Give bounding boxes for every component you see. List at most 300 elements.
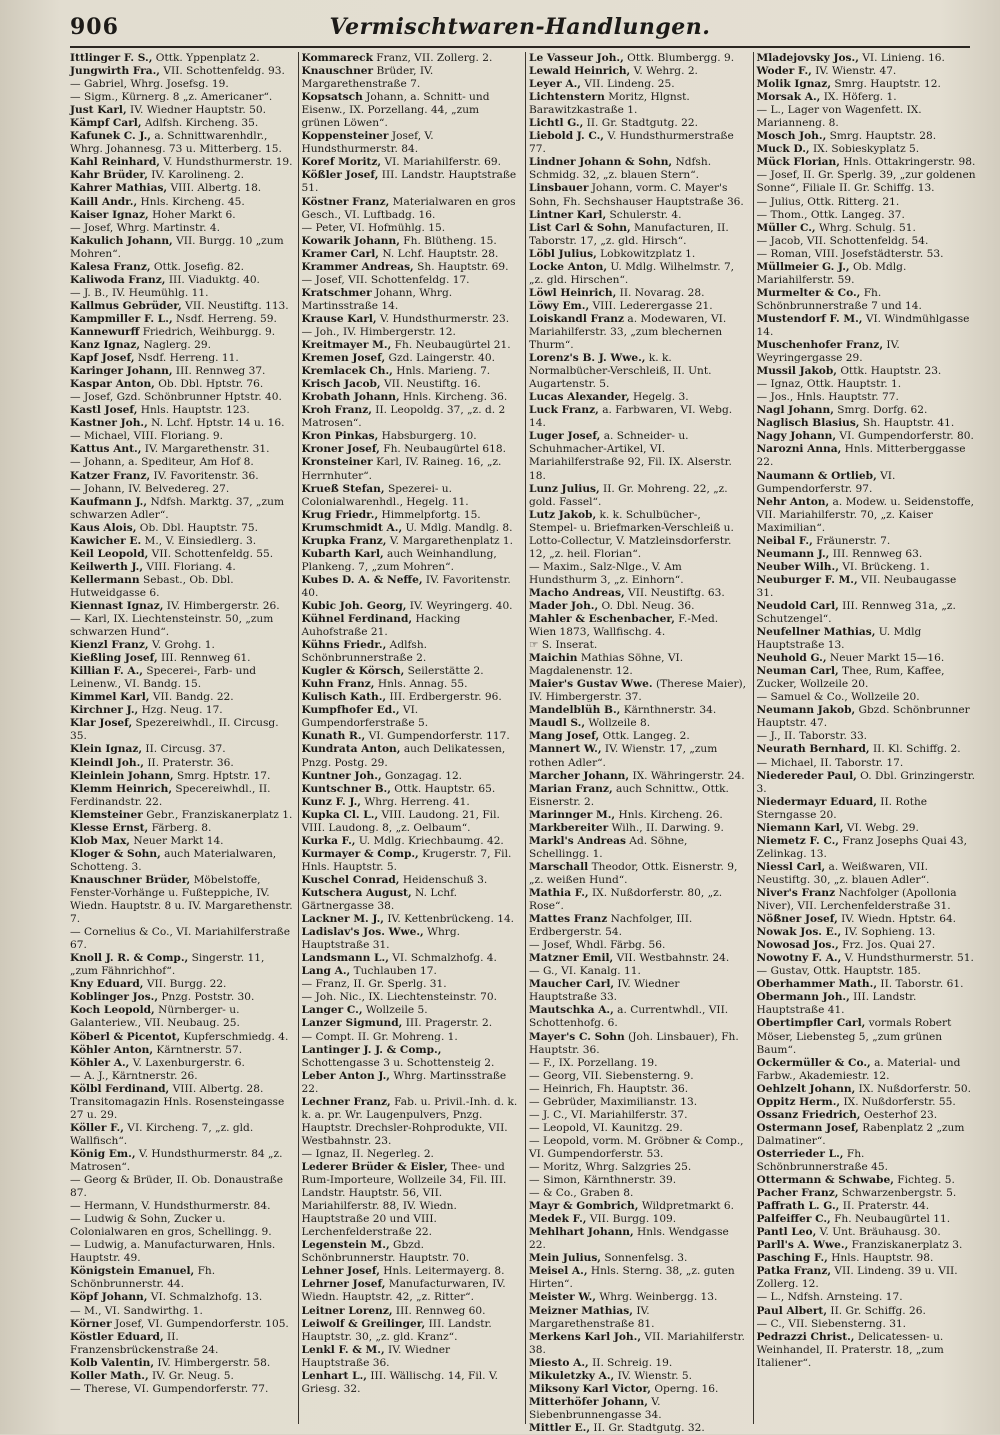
directory-entry [70, 704, 294, 717]
entry-detail: VI. Gumpendorferstr. 117. [365, 730, 510, 743]
entry-name: Kühns Friedr., [301, 639, 387, 652]
directory-entry [302, 156, 522, 169]
entry-name: Lunz Julius, [529, 482, 600, 495]
entry-name: Nowosad Jos., [756, 939, 839, 952]
entry-name: Mathia F., [529, 887, 589, 899]
directory-entry [757, 1265, 977, 1291]
entry-name: Kupka Cl. L., [301, 808, 379, 821]
directory-entry [757, 757, 977, 770]
entry-name: Nowotny F. A., [756, 952, 842, 965]
entry-detail: Gbzd. Schönbrunnerstr. Hauptstr. 70. [301, 1239, 470, 1265]
entry-detail: Mathias Söhne, VI. Magdalenenstr. 12. [529, 652, 684, 678]
entry-detail: Himmelpfortg. 15. [378, 508, 481, 521]
directory-entry [757, 926, 977, 939]
directory-column-3 [525, 52, 753, 1434]
directory-entry [302, 1148, 522, 1161]
directory-entry [529, 613, 749, 639]
entry-name: Medek F., [529, 1213, 587, 1226]
directory-entry [302, 274, 522, 287]
entry-detail: — Michael, II. Taborstr. 17. [756, 756, 904, 769]
entry-detail: — Georg & Brüder, II. Ob. Donaustraße 87. [70, 1174, 283, 1200]
entry-detail: auch Schnittw., Ottk. Eisnerstr. 2. [529, 782, 729, 808]
entry-name: Kirchner J., [70, 704, 139, 717]
directory-entry [757, 887, 977, 913]
entry-name: Meister W., [529, 1291, 596, 1304]
entry-name: Lehner Josef, [301, 1265, 380, 1278]
directory-entry [529, 1291, 749, 1304]
entry-name: Niedermayr Eduard, [756, 795, 877, 808]
directory-entry [70, 1070, 294, 1083]
entry-detail: VII. Schottenfeldg. 93. [160, 65, 285, 78]
entry-detail: Sh. Hauptstr. 69. [413, 260, 509, 273]
directory-entry [70, 417, 294, 430]
entry-name: Marcher Johann, [529, 769, 630, 782]
directory-entry [70, 978, 294, 991]
entry-name: Mein Julius, [529, 1252, 601, 1265]
directory-entry [302, 600, 522, 613]
entry-name: Katzer Franz, [70, 469, 151, 482]
entry-detail: VIII. Floriang. 4. [143, 560, 236, 573]
directory-entry [757, 1291, 977, 1304]
directory-entry [70, 365, 294, 378]
entry-name: Langer C., [301, 1004, 363, 1017]
entry-name: Kundrata Anton, [301, 743, 401, 756]
entry-name: Mayr & Gombrich, [529, 1200, 639, 1213]
entry-name: Markbereiter [529, 821, 609, 834]
directory-entry [757, 496, 977, 535]
entry-detail: auch Delikatessen, Pnzg. Postg. 29. [301, 743, 506, 769]
entry-detail: Ndfsh. Marktg. 37, „zum schwarzen Adler“. [70, 495, 284, 521]
directory-entry [302, 456, 522, 482]
entry-name: Matzner Emil, [529, 952, 614, 965]
entry-detail: Karl, IV. Raineg. 16, „z. Herrnhuter“. [301, 456, 502, 482]
entry-name: Lutz Jakob, [529, 508, 597, 521]
entry-detail: auch Materialwaren, Schotteng. 3. [70, 847, 277, 873]
entry-detail: IX. Nußdorferstr. 80, „z. Rose“. [529, 887, 723, 913]
directory-entry [529, 1213, 749, 1226]
entry-detail: — Ludwig, a. Manufacturwaren, Hnls. Hauptstr. 49. [70, 1239, 276, 1265]
directory-entry [70, 822, 294, 835]
directory-entry [302, 691, 522, 704]
entry-name: Kunath R., [301, 730, 366, 743]
entry-name: Neumann J., [756, 547, 830, 560]
entry-name: Karinger Johann, [70, 365, 173, 378]
entry-name: Krupka Franz, [301, 534, 387, 547]
directory-entry [70, 1031, 294, 1044]
entry-name: Niemann Karl, [756, 821, 844, 834]
entry-name: Mück Florian, [756, 156, 840, 169]
entry-detail: Hnls. Ottakringerstr. 98. [839, 156, 976, 169]
entry-detail: Josef, VI. Gumpendorferstr. 105. [111, 1317, 289, 1330]
entry-name: Löwl Heinrich, [529, 286, 617, 299]
directory-entry [302, 730, 522, 743]
entry-detail: Johann, a. Schnitt- und Eisenw., IX. Porzellang. 44, „zum grünen Löwen“. [301, 91, 490, 130]
entry-name: Neibal F., [756, 534, 813, 547]
entry-detail: IV. Weyringerg. 40. [406, 599, 513, 612]
entry-name: Ostermann Josef, [756, 1121, 859, 1134]
directory-entry [529, 1252, 749, 1265]
entry-name: Landsmann L., [301, 952, 389, 965]
entry-detail: — Gebrüder, Maximilianstr. 13. [529, 1095, 698, 1108]
entry-detail: VIII. Albertg. 18. [167, 182, 262, 195]
entry-name: Mustendorf F. M., [756, 312, 863, 325]
entry-detail: Moritz, Hlgnst. Barawitzkastraße 1. [529, 91, 690, 117]
entry-name: Löwy Em., [529, 299, 590, 312]
entry-detail: IX. Nußdorferstr. 50. [855, 1082, 971, 1095]
directory-entry [302, 287, 522, 313]
entry-detail: IV. Wiedner Hauptstraße 36. [301, 1343, 451, 1369]
entry-detail: IX. Nußdorferstr. 55. [840, 1095, 956, 1108]
entry-name: Lehrner Josef, [301, 1278, 386, 1291]
entry-detail: VII. Neustiftg. 113. [181, 299, 289, 312]
directory-entry [302, 365, 522, 378]
directory-entry [70, 404, 294, 417]
entry-detail: II. Taborstr. 61. [877, 978, 964, 991]
page-number: 906 [70, 14, 119, 40]
directory-entry [757, 235, 977, 248]
entry-name: Klemsteiner [70, 808, 143, 821]
directory-entry [70, 1370, 294, 1383]
directory-entry [529, 861, 749, 887]
entry-detail: VI. Gumpendorferstraße 5. [301, 704, 429, 730]
entry-detail: — Michael, VIII. Floriang. 9. [70, 430, 223, 443]
directory-entry [70, 443, 294, 456]
entry-detail: IV. Favoritenstr. 36. [150, 469, 259, 482]
entry-name: Neuburger F. M., [756, 573, 858, 586]
entry-detail: Fh. Schönbrunnerstraße 7 und 14. [756, 286, 922, 312]
directory-entry [70, 104, 294, 117]
entry-name: Lackner M. J., [301, 913, 384, 926]
entry-name: Kuhn Franz, [301, 678, 375, 691]
directory-entry [757, 1226, 977, 1239]
entry-detail: III. Wällischg. 14, Fil. V. Griesg. 32. [301, 1369, 499, 1395]
directory-entry [302, 1044, 522, 1070]
entry-detail: Hnls. Kircheng. 36. [399, 391, 508, 404]
entry-detail: — Ignaz, Ottk. Hauptstr. 1. [756, 378, 902, 391]
entry-name: Kulisch Kath., [301, 691, 387, 704]
entry-detail: — Karl, IX. Liechtensteinstr. 50, „zum schwarzen Hund“. [70, 613, 274, 639]
directory-entry [70, 156, 294, 169]
directory-entry [70, 783, 294, 809]
entry-detail: Naglerg. 29. [140, 339, 211, 352]
entry-detail: O. Dbl. Grinzingerstr. 3. [756, 769, 975, 795]
directory-entry [302, 169, 522, 195]
entry-name: Kaliwoda Franz, [70, 273, 166, 286]
directory-entry [302, 430, 522, 443]
entry-name: Kannewurff [70, 325, 140, 338]
directory-entry [302, 130, 522, 156]
directory-entry [70, 352, 294, 365]
directory-entry [70, 287, 294, 300]
entry-detail: VI. Webg. 29. [843, 821, 919, 834]
entry-name: Liebold J. C., [529, 130, 604, 143]
directory-entry [70, 274, 294, 287]
directory-entry [529, 743, 749, 769]
entry-name: Kalesa Franz, [70, 260, 151, 273]
directory-entry [757, 222, 977, 235]
entry-detail: Whrg. Martinsstraße 22. [301, 1069, 507, 1095]
entry-detail: VI. Schmalzhofg. 13. [147, 1291, 263, 1304]
entry-detail: F.-Med. Wien 1873, Wallfischg. 4. [529, 613, 719, 639]
entry-detail: V. Hundsthurmerstraße 77. [529, 130, 734, 156]
directory-entry [529, 809, 749, 822]
entry-name: Koppensteiner [301, 130, 389, 143]
entry-detail: Hnls. Marieng. 7. [392, 365, 491, 378]
directory-entry [757, 339, 977, 365]
directory-entry [529, 1331, 749, 1357]
entry-name: Maier's Gustav Wwe. [529, 678, 653, 691]
entry-detail: Färberg. 8. [148, 821, 212, 834]
directory-entry [529, 1383, 749, 1396]
entry-name: Lenkl F. & M., [301, 1343, 385, 1356]
directory-entry [529, 1004, 749, 1030]
entry-detail: Whrg. Herreng. 41. [360, 795, 470, 808]
directory-entry [529, 130, 749, 156]
directory-entry [529, 939, 749, 952]
entry-name: Köberl & Picentot, [70, 1030, 181, 1043]
directory-entry [70, 874, 294, 926]
directory-entry [757, 1252, 977, 1265]
directory-entry [70, 1213, 294, 1239]
directory-entry [529, 770, 749, 783]
entry-name: Kubic Joh. Georg, [301, 599, 407, 612]
entry-name: Nagy Johann, [756, 430, 837, 443]
entry-name: Paul Albert, [756, 1304, 828, 1317]
entry-name: Neuman Carl, [756, 665, 839, 678]
entry-detail: — Peter, VI. Hofmühlg. 15. [301, 221, 446, 234]
directory-entry [529, 78, 749, 91]
entry-name: Muck D., [756, 143, 810, 156]
entry-name: Kleindl Joh., [70, 756, 144, 769]
entry-name: Oberhammer Math., [756, 978, 878, 991]
directory-entry [529, 156, 749, 182]
entry-name: Knoll J. R. & Comp., [70, 952, 189, 965]
entry-detail: Nsdf. Herreng. 59. [172, 312, 277, 325]
entry-name: Merkens Karl Joh., [529, 1330, 642, 1343]
directory-entry [757, 1174, 977, 1187]
entry-name: Kron Pinkas, [301, 430, 379, 443]
entry-name: Krug Friedr., [301, 508, 379, 521]
directory-entry [70, 456, 294, 469]
directory-entry [757, 104, 977, 130]
entry-detail: Gbzd. Schönbrunner Hauptstr. 47. [756, 704, 970, 730]
entry-detail: — Thom., Ottk. Langeg. 37. [756, 208, 905, 221]
entry-name: Kahrer Mathias, [70, 182, 168, 195]
entry-name: Köstler Eduard, [70, 1330, 164, 1343]
entry-detail: — Josef, VII. Schottenfeldg. 17. [301, 273, 470, 286]
entry-detail: Theodor, Ottk. Eisnerstr. 9, „z. weißen Hund“. [529, 860, 738, 886]
entry-name: Lang A., [301, 965, 351, 978]
entry-name: Leiwolf & Greilinger, [301, 1317, 426, 1330]
entry-name: Kuntner Joh., [301, 769, 382, 782]
entry-name: Krumschmidt A., [301, 521, 403, 534]
directory-entry [757, 430, 977, 443]
directory-entry [529, 1031, 749, 1057]
entry-name: Kawicher E. [70, 534, 142, 547]
directory-entry [529, 1422, 749, 1435]
entry-name: Maudl S., [529, 717, 586, 730]
directory-entry [757, 561, 977, 574]
directory-entry [757, 78, 977, 91]
directory-entry [302, 1004, 522, 1017]
entry-name: Körner [70, 1317, 112, 1330]
entry-name: Müllmeier G. J., [756, 260, 850, 273]
entry-detail: Nachfolger (Apollonia Niver), VII. Lerchenfelderstraße 31. [756, 887, 957, 913]
directory-entry [302, 391, 522, 404]
directory-entry [757, 1083, 977, 1096]
entry-name: Kolb Valentin, [70, 1356, 155, 1369]
entry-detail: Friedrich, Weihburgg. 9. [139, 325, 276, 338]
directory-entry [70, 1057, 294, 1070]
entry-detail: Whrg. Schulg. 51. [815, 221, 916, 234]
directory-entry [302, 52, 522, 65]
entry-detail: Wildpretmarkt 6. [638, 1200, 735, 1213]
directory-entry [529, 483, 749, 509]
directory-entry [302, 443, 522, 456]
entry-detail: VI. Gumpendorferstr. 97. [756, 469, 896, 495]
directory-entry [757, 965, 977, 978]
entry-detail: Franz, VII. Zollerg. 2. [372, 52, 493, 64]
directory-entry [302, 1096, 522, 1148]
entry-name: Kremlacek Ch., [301, 365, 393, 378]
entry-name: Knauschner [301, 65, 374, 78]
directory-entry [529, 1122, 749, 1135]
entry-detail: IV. Favoritenstr. 40. [301, 573, 511, 599]
directory-entry [302, 926, 522, 952]
entry-detail: VIII. Laudong. 21, Fil. VIII. Laudong. 8, „z. Oelbaum“. [301, 808, 500, 834]
entry-detail: VI. Kircheng. 7, „z. gld. Wallfisch“. [70, 1121, 254, 1147]
entry-name: Neurath Bernhard, [756, 743, 870, 756]
entry-detail: — Roman, VIII. Josefstädterstr. 53. [756, 247, 944, 260]
entry-name: Mandelblüh B., [529, 704, 621, 717]
directory-entry [757, 991, 977, 1017]
entry-detail: a. Material- und Farbw., Akademiestr. 12. [756, 1056, 961, 1082]
directory-entry [529, 1109, 749, 1122]
entry-name: Mautschka A., [529, 1004, 614, 1017]
entry-detail: — Maxim., Salz-Nlge., V. Am Hundsthurm 3, „z. Einhorn“. [529, 560, 684, 586]
directory-entry [757, 52, 977, 65]
entry-name: Pacher Franz, [756, 1187, 839, 1200]
entry-name: Marinnger M., [529, 808, 616, 821]
entry-detail: III. Rennweg 60. [392, 1304, 486, 1317]
entry-detail: V. Hundsthurmerstr. 19. [160, 156, 293, 169]
entry-detail: VII. Bandg. 22. [149, 691, 234, 704]
entry-name: Lanzer Sigmund, [301, 1017, 403, 1030]
entry-detail: — Gabriel, Whrg. Josefsg. 19. [70, 78, 229, 91]
entry-name: Lintner Karl, [529, 208, 607, 221]
entry-detail: V. Unt. Bräuhausg. 30. [816, 1226, 941, 1239]
entry-detail: VII. Neustiftg. 16. [380, 378, 481, 391]
entry-detail: — Heinrich, Fh. Hauptstr. 36. [529, 1082, 689, 1095]
entry-name: Mikuletzky A., [529, 1369, 615, 1382]
entry-name: Neumann Jakob, [756, 704, 856, 717]
entry-detail: Hnls. Hauptstr. 123. [137, 404, 250, 417]
entry-name: Kimmel Karl, [70, 691, 150, 704]
entry-name: Ladislav's Jos. Wwe., [301, 926, 424, 939]
directory-entry [70, 743, 294, 756]
entry-detail: III. Rennweg 61. [157, 652, 251, 665]
entry-name: Ossanz Friedrich, [756, 1108, 861, 1121]
directory-entry [302, 235, 522, 248]
directory-entry [70, 600, 294, 613]
directory-entry [757, 665, 977, 691]
entry-name: Kaiser Ignaz, [70, 208, 149, 221]
entry-name: Knauschner Brüder, [70, 873, 191, 886]
entry-name: Luck Franz, [529, 404, 599, 417]
entry-detail: V. Laxenburgerstr. 6. [129, 1056, 245, 1069]
directory-entry [529, 600, 749, 613]
entry-detail: Schulerstr. 4. [606, 208, 682, 221]
entry-detail: III. Erdbergerstr. 96. [386, 691, 502, 704]
entry-name: Jungwirth Fra., [70, 65, 160, 78]
directory-entry [757, 1187, 977, 1200]
entry-detail: Whrg. Weinbergg. 13. [595, 1291, 718, 1304]
entry-name: Naumann & Ortlieb, [756, 469, 877, 482]
directory-entry [529, 652, 749, 678]
directory-entry [70, 926, 294, 952]
entry-name: Köhler A., [70, 1056, 130, 1069]
directory-entry [529, 313, 749, 352]
directory-entry [757, 835, 977, 861]
directory-entry [70, 952, 294, 978]
directory-entry [302, 483, 522, 509]
entry-detail: Hacking Auhofstraße 21. [301, 613, 461, 639]
directory-column-2 [298, 52, 526, 1424]
entry-name: Lederer Brüder & Eisler, [301, 1160, 448, 1173]
entry-name: Klob Max, [70, 834, 130, 847]
entry-detail: VII. Lindeng. 25. [580, 78, 675, 91]
entry-name: Koref Moritz, [301, 156, 382, 169]
entry-detail: Brüder, IV. Margarethenstraße 7. [301, 65, 434, 91]
directory-entry [302, 978, 522, 991]
directory-entry [757, 952, 977, 965]
entry-name: List Carl & Sohn, [529, 221, 631, 234]
entry-detail: II. Gr. Schiffg. 26. [827, 1304, 926, 1317]
entry-name: Luger Josef, [529, 430, 601, 443]
entry-detail: Hzg. Neug. 17. [138, 704, 223, 717]
directory-entry [757, 770, 977, 796]
directory-entry [70, 1291, 294, 1304]
entry-name: Mussil Jakob, [756, 365, 837, 378]
entry-detail: III. Landstr. Hauptstraße 51. [301, 169, 517, 195]
directory-entry [302, 743, 522, 769]
directory-entry [757, 913, 977, 926]
directory-entry [529, 391, 749, 404]
entry-detail: Wollzeile 8. [585, 717, 651, 730]
entry-detail: — L., Ndfsh. Arnsteing. 17. [756, 1291, 903, 1304]
entry-name: Kapf Josef, [70, 352, 135, 365]
entry-detail: VI. Windmühlgasse 14. [756, 312, 970, 338]
entry-detail: IV. Margarethenstr. 31. [141, 443, 270, 456]
entry-name: Kößler Josef, [301, 169, 379, 182]
entry-detail: Hnls. Kircheng. 26. [615, 808, 723, 821]
entry-name: Löbl Julius, [529, 247, 597, 260]
directory-entry [529, 1057, 749, 1070]
directory-entry [302, 1305, 522, 1318]
entry-detail: — Jacob, VII. Schottenfeldg. 54. [756, 234, 929, 247]
directory-entry [529, 1161, 749, 1174]
directory-entry [70, 535, 294, 548]
entry-name: Kaill Andr., [70, 195, 138, 208]
entry-name: Kölbl Ferdinand, [70, 1082, 170, 1095]
directory-entry [70, 1083, 294, 1122]
directory-entry [757, 1213, 977, 1226]
directory-entry [529, 91, 749, 117]
entry-detail: VI. Gumpendorferstr. 80. [836, 430, 974, 443]
directory-entry [70, 548, 294, 561]
directory-entry [529, 509, 749, 561]
entry-name: Krammer Andreas, [301, 260, 414, 273]
